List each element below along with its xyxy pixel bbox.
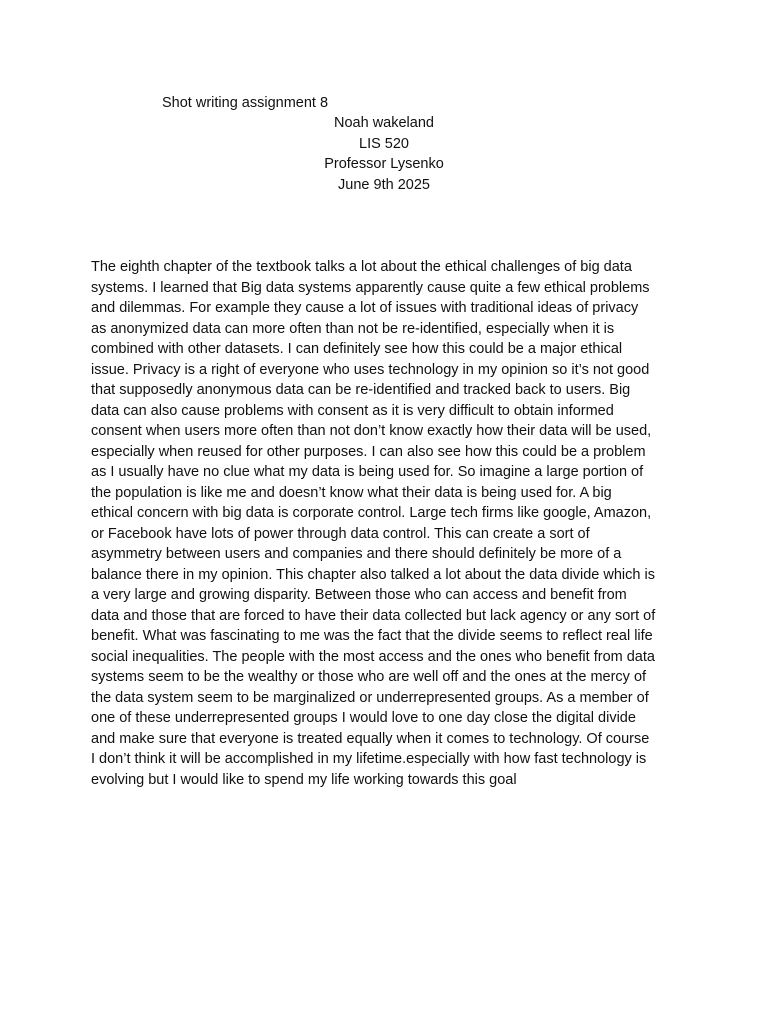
body-line: combined with other datasets. I can definitely see how this could be a major ethical — [91, 341, 623, 357]
body-line: systems. I learned that Big data systems apparently cause quite a few ethical problems — [91, 279, 650, 296]
course-code: LIS 520 — [359, 135, 409, 152]
body-line: one of these underrepresented groups I would love to one day close the digital divide — [91, 710, 636, 726]
body-line: and make sure that everyone is treated equally when it comes to technology. Of course — [91, 730, 650, 747]
body-line: I don’t think it will be accomplished in my lifetime.especially with how fast technology is — [91, 751, 647, 767]
date: June 9th 2025 — [338, 176, 430, 193]
body-line: social inequalities. The people with the most access and the ones who benefit from data — [91, 648, 655, 665]
body-line: ethical concern with big data is corporate control. Large tech firms like google, Amazon, — [91, 505, 652, 521]
body-line: systems seem to be the wealthy or those who are well off and the ones at the mercy of — [91, 669, 647, 685]
body-line: benefit. What was fascinating to me was the fact that the divide seems to reflect real life — [91, 628, 653, 644]
body-line: the population is like me and doesn’t know what their data is being used for. A big — [91, 484, 612, 501]
body-line: a very large and growing disparity. Between those who can access and benefit from — [91, 587, 627, 603]
body-line: or Facebook have lots of power through data control. This can create a sort of — [91, 525, 590, 542]
body-line: consent when users more often than not don’t know exactly how their data will be used, — [91, 423, 652, 439]
body-line: the data system seem to be marginalized or underrepresented groups. As a member of — [91, 689, 649, 706]
body-line: data and those that are forced to have their data collected but lack agency or any sort of — [91, 607, 656, 624]
body-line: that supposedly anonymous data can be re-identified and tracked back to users. Big — [91, 382, 631, 398]
body-line: especially when reused for other purposes. I can also see how this could be a problem — [91, 443, 646, 460]
body-line: The eighth chapter of the textbook talks a lot about the ethical challenges of big data — [91, 259, 632, 275]
body-line: asymmetry between users and companies and there should definitely be more of a — [91, 546, 622, 562]
assignment-title: Shot writing assignment 8 — [162, 95, 329, 111]
author-name: Noah wakeland — [334, 115, 434, 131]
body-paragraph — [91, 257, 691, 790]
professor-name: Professor Lysenko — [324, 156, 444, 172]
body-line: data can also cause problems with consent as it is very difficult to obtain informed — [91, 402, 614, 419]
body-line: as anonymized data can more often than not be re-identified, especially when it is — [91, 320, 615, 337]
body-line: evolving but I would like to spend my life working towards this goal — [91, 771, 517, 788]
header-info — [0, 113, 768, 195]
body-line: issue. Privacy is a right of everyone who uses technology in my opinion so it’s not good — [91, 361, 650, 378]
body-line: and dilemmas. For example they cause a lot of issues with traditional ideas of privacy — [91, 300, 639, 316]
body-line: as I usually have no clue what my data is being used for. So imagine a large portion of — [91, 464, 644, 480]
body-line: balance there in my opinion. This chapter also talked a lot about the data divide which is — [91, 566, 655, 583]
